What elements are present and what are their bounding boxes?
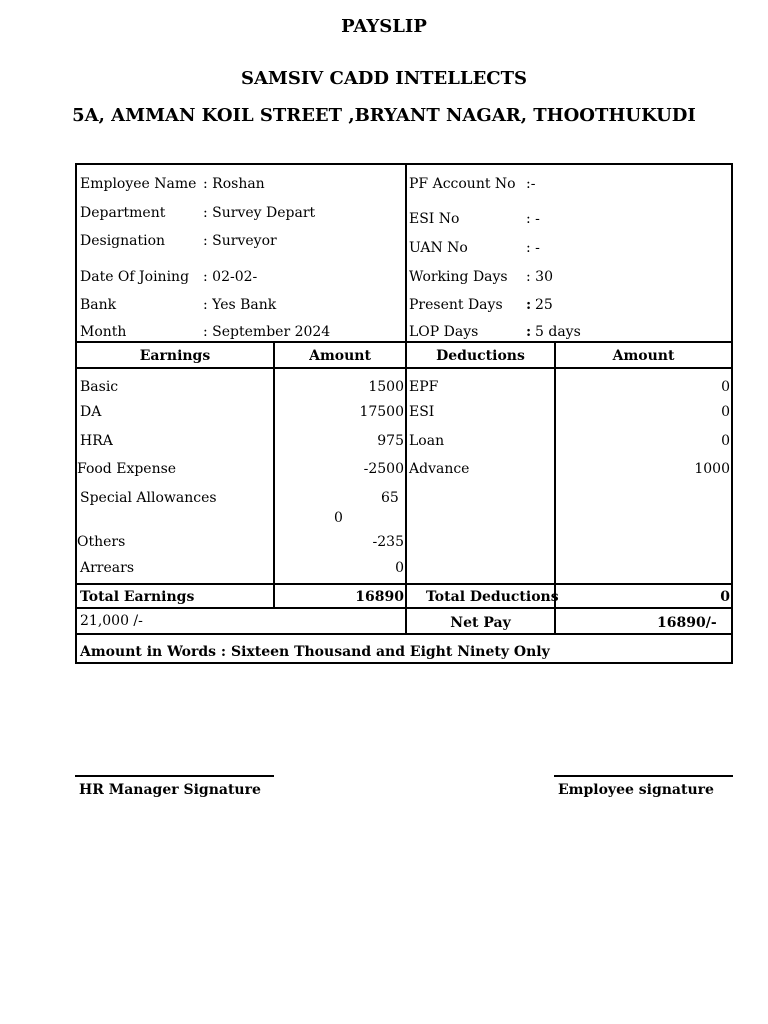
netpay-bottom-line [77, 633, 731, 635]
month-label: Month [80, 324, 127, 340]
total-earnings-label: Total Earnings [80, 589, 195, 605]
earning-label-special: Special Allowances [80, 490, 217, 506]
lop-days-colon: : [526, 324, 532, 340]
earning-amount-arrears: 0 [395, 560, 404, 576]
hr-signature-line [75, 775, 274, 777]
earning-label-others: Others [77, 534, 126, 550]
totals-top-line [77, 583, 731, 585]
doj-value: : 02-02- [203, 269, 258, 285]
department-label: Department [80, 205, 166, 221]
month-value: : September 2024 [203, 324, 331, 340]
earnings-amount-header: Amount [309, 348, 371, 364]
uan-label: UAN No [409, 240, 468, 256]
pf-value: :- [526, 176, 536, 192]
earning-label-da: DA [80, 404, 102, 420]
deductions-header: Deductions [436, 348, 525, 364]
earning-label-food: Food Expense [77, 461, 177, 477]
totals-bottom-line [77, 607, 731, 609]
working-days-value: : 30 [526, 269, 553, 285]
info-bottom-line [77, 341, 731, 343]
payslip-table [75, 163, 733, 664]
deduction-label-esi: ESI [409, 404, 435, 420]
hr-signature-label: HR Manager Signature [79, 782, 261, 798]
earning-label-hra: HRA [80, 433, 113, 449]
employee-name-label: Employee Name [80, 176, 197, 192]
total-deductions-value: 0 [720, 589, 730, 605]
lop-days-value: 5 days [535, 324, 581, 340]
earnings-header: Earnings [139, 348, 211, 364]
deduction-label-loan: Loan [409, 433, 445, 449]
payslip-title: PAYSLIP [341, 16, 427, 37]
deduction-amount-advance: 1000 [694, 461, 730, 477]
employee-signature-line [554, 775, 733, 777]
earning-label-basic: Basic [80, 379, 119, 395]
present-days-value: 25 [535, 297, 553, 313]
department-value: : Survey Depart [203, 205, 316, 221]
uan-value: : - [526, 240, 540, 256]
deduction-amount-epf: 0 [721, 379, 730, 395]
bank-label: Bank [80, 297, 117, 313]
earning-amount-da: 17500 [359, 404, 404, 420]
designation-label: Designation [80, 233, 166, 249]
net-pay-value: 16890/- [657, 615, 717, 631]
gross-salary: 21,000 /- [80, 613, 143, 629]
col-divider-2 [405, 341, 407, 635]
employee-name-value: : Roshan [203, 176, 265, 192]
working-days-label: Working Days [409, 269, 508, 285]
earning-amount-special: 65 [381, 490, 399, 506]
pf-label: PF Account No [409, 176, 516, 192]
company-address: 5A, AMMAN KOIL STREET ,BRYANT NAGAR, THOOTHUKUDI [72, 105, 696, 126]
earning-amount-special-wrap: 0 [334, 510, 343, 526]
deduction-label-epf: EPF [409, 379, 439, 395]
deductions-amount-header: Amount [612, 348, 675, 364]
deduction-amount-loan: 0 [721, 433, 730, 449]
earning-amount-hra: 975 [377, 433, 404, 449]
esi-value: : - [526, 211, 540, 227]
employee-signature-label: Employee signature [558, 782, 714, 798]
earning-amount-basic: 1500 [368, 379, 404, 395]
designation-value: : Surveyor [203, 233, 277, 249]
info-divider-vertical [405, 165, 407, 343]
total-earnings-value: 16890 [355, 589, 404, 605]
company-name: SAMSIV CADD INTELLECTS [240, 68, 528, 89]
header-bottom-line [77, 367, 731, 369]
earning-amount-others: -235 [372, 534, 404, 550]
lop-days-label: LOP Days [409, 324, 479, 340]
present-days-colon: : [526, 297, 532, 313]
total-deductions-label: Total Deductions [426, 589, 559, 605]
earning-amount-food: -2500 [363, 461, 404, 477]
doj-label: Date Of Joining [80, 269, 190, 285]
present-days-label: Present Days [409, 297, 503, 313]
bank-value: : Yes Bank [203, 297, 277, 313]
net-pay-label: Net Pay [450, 615, 511, 631]
esi-label: ESI No [409, 211, 460, 227]
earning-label-arrears: Arrears [80, 560, 135, 576]
amount-in-words: Amount in Words : Sixteen Thousand and Eight Ninety Only [80, 644, 550, 660]
deduction-label-advance: Advance [409, 461, 470, 477]
deduction-amount-esi: 0 [721, 404, 730, 420]
